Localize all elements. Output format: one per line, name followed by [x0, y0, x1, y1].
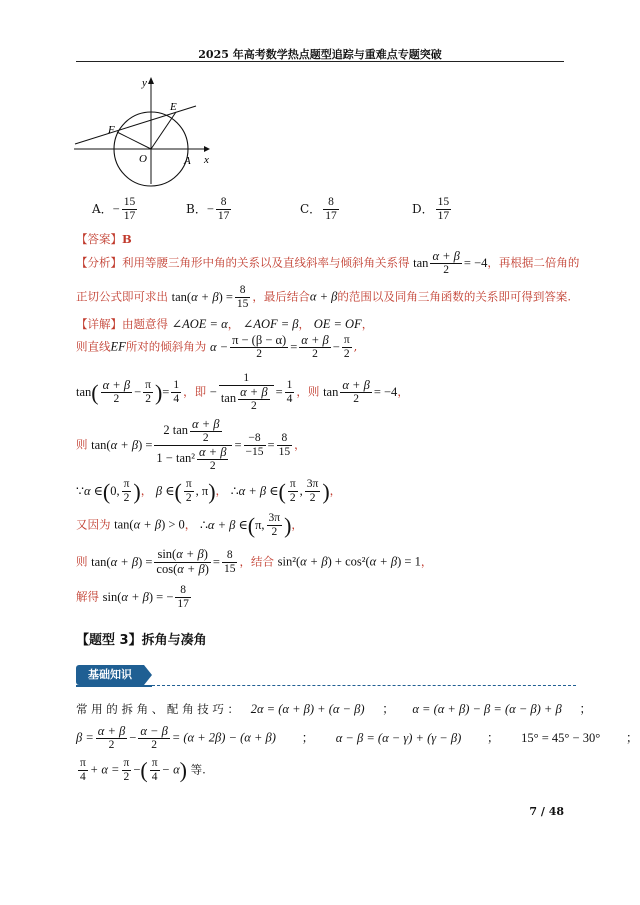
detail-line-6: 又因为 tan(α + β) > 0， ∴α + β ∈(π, $\frac{3\pi}{2}$ )，	[76, 512, 303, 538]
detail-line-2: 则直线EF所对的倾斜角为 α − $\frac{\pi - (\beta - \alpha)}{2}$ = $\frac{\alpha + \beta}{2}$ − $\frac{\pi}{2}$ ,	[76, 333, 358, 360]
analysis-line-2: 正切公式即可求出 tan(α + β) = $\frac{8}{15}$ ，最后结合α + β的范围以及同角三角函数的关系即可得到答案.	[76, 284, 572, 310]
label-E: E	[170, 101, 177, 113]
header-rule	[76, 61, 564, 62]
knowledge-tag-tail	[144, 665, 152, 685]
page-number: 7 / 48	[529, 805, 564, 818]
knowledge-dashed-rule	[152, 685, 576, 686]
knowledge-underline	[76, 685, 152, 687]
page-header: 2025 年高考数学热点题型追踪与重难点专题突破	[198, 48, 442, 61]
option-b[interactable]: B．− $\frac{8}{17}$	[186, 196, 230, 222]
answer-value: B	[122, 232, 132, 246]
label-y: y	[142, 77, 147, 89]
geometry-figure	[70, 72, 220, 187]
detail-line-7: 则 tan(α + β) = $\frac{\sin(\alpha + \beta)}{\cos(\alpha + \beta)}$ = $\frac{8}{15}$ ，结合 sin²(α + β) + cos²(α + β) = 1，	[76, 547, 433, 576]
detail-line-8: 解得 sin(α + β) = − $\frac{8}{17}$	[76, 584, 189, 610]
option-a[interactable]: A．− $\frac{15}{17}$	[92, 196, 136, 222]
label-F: F	[108, 124, 115, 136]
knowledge-line-2: β = $\frac{\alpha + \beta}{2}$ − $\frac{\alpha - \beta}{2}$ = (α + 2β) − (α + β) ； α − β = (α − γ) + (γ − β) ； 15° = 45° − 30° ；	[76, 724, 639, 751]
detail-line-4: 则 tan(α + β) = 2 tan $\frac{\alpha + \beta}{2}$ 1 − tan² $\frac{\alpha + \beta}{2}$ = $\frac{-8}{-15}$ = $\frac{8}{15}$ ，	[76, 417, 306, 472]
option-c[interactable]: C． $\frac{8}{17}$	[300, 196, 337, 222]
knowledge-line-3: $\frac{\pi}{4}$ + α = $\frac{\pi}{2}$ −( $\frac{\pi}{4}$ − α) 等.	[80, 757, 206, 783]
section-title: 【题型 3】拆角与凑角	[76, 633, 207, 648]
label-x: x	[204, 154, 209, 166]
knowledge-tag: 基础知识	[76, 665, 144, 685]
knowledge-line-1: 常 用 的 拆 角 、 配 角 技 巧 ： 2α = (α + β) + (α − β) ； α = (α + β) − β = (α − β) + β ；	[76, 702, 592, 716]
analysis-line-1: 【分析】利用等腰三角形中角的关系以及直线斜率与倾斜角关系得 tan $\frac{\alpha + \beta}{2}$ = −4，再根据二倍角的	[76, 249, 580, 276]
detail-line-5: ∵α ∈(0, $\frac{\pi}{2}$ )， β ∈( $\frac{\pi}{2}$ , π)， ∴α + β ∈( $\frac{\pi}{2}$ , $\frac{3\pi}{2}$ )，	[76, 478, 342, 504]
label-A: A	[184, 155, 191, 167]
detail-line-1: 【详解】由题意得 ∠AOE = α， ∠AOF = β， OE = OF，	[76, 317, 374, 331]
option-d[interactable]: D． $\frac{15}{17}$	[412, 196, 450, 222]
detail-line-3: tan( $\frac{\alpha + \beta}{2}$ − $\frac{\pi}{2}$ )= $\frac{1}{4}$ ，即 − 1 tan $\frac{\alpha + \beta}{2}$ = $\frac{1}{4}$ ，则 tan $\frac{\alpha + \beta}{2}$ = −4，	[76, 372, 409, 412]
answer-line: 【答案】B	[76, 232, 132, 246]
label-O: O	[139, 153, 147, 165]
